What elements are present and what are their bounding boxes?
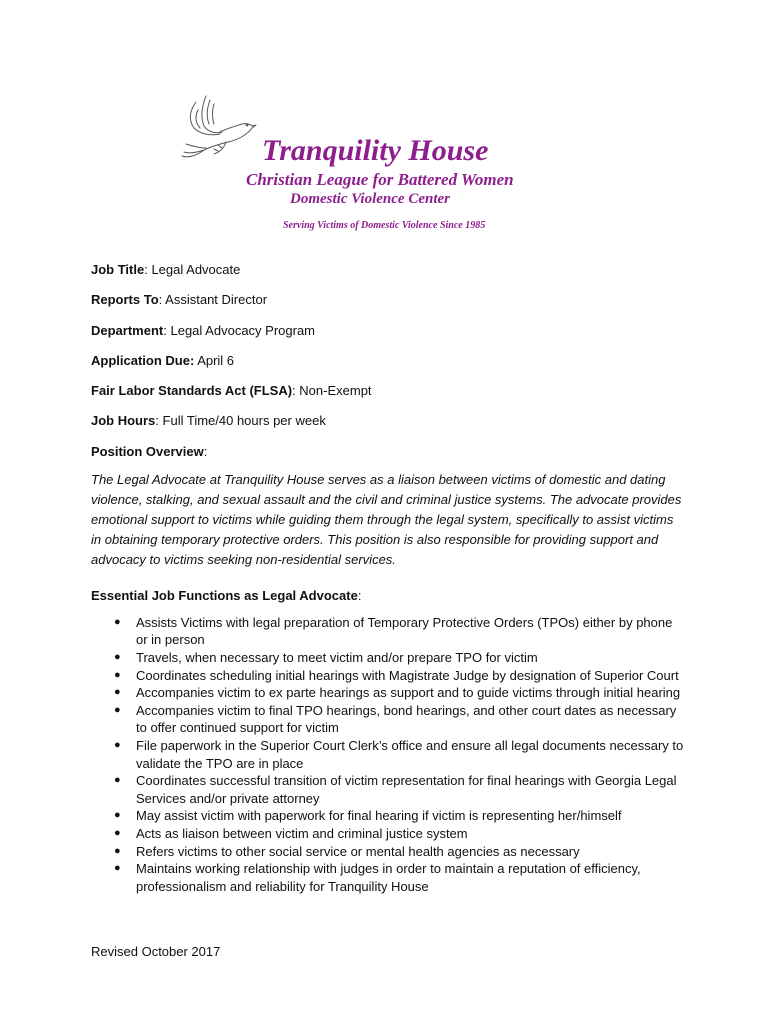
list-item-text: Coordinates scheduling initial hearings with Magistrate Judge by designation of Superior Court [136, 667, 679, 683]
list-item [91, 667, 686, 685]
field-reports-to [91, 290, 691, 310]
functions-list [91, 614, 691, 896]
org-subtitle-2: Domestic Violence Center [290, 191, 450, 207]
field-separator: : [155, 413, 163, 429]
heading-separator: : [203, 443, 208, 459]
field-label: Job Hours [91, 413, 156, 429]
position-overview-heading [91, 442, 691, 462]
org-name: Tranquility House [262, 134, 489, 167]
field-separator: : [163, 322, 171, 338]
field-value: Assistant Director [165, 292, 268, 308]
field-flsa [91, 381, 691, 401]
functions-heading [91, 586, 691, 606]
list-item [91, 737, 686, 772]
list-item-text: Refers victims to other social service or mental health agencies as necessary [136, 843, 580, 859]
field-department [91, 321, 691, 341]
heading-separator: : [357, 587, 362, 603]
field-label: Department [91, 322, 164, 338]
section-heading: Position Overview [91, 443, 204, 459]
org-tagline: Serving Victims of Domestic Violence Since 1985 [283, 220, 486, 231]
field-application-due [91, 351, 691, 371]
bullet-icon: ● [114, 686, 121, 699]
field-label: Reports To [91, 292, 159, 308]
bullet-icon: ● [114, 668, 121, 681]
list-item [91, 843, 686, 861]
field-label: Job Title [91, 262, 145, 277]
list-item [91, 702, 686, 737]
list-item-text: Travels, when necessary to meet victim and/or prepare TPO for victim [136, 649, 538, 665]
field-value: Non-Exempt [299, 383, 372, 399]
bullet-icon: ● [114, 738, 121, 751]
list-item [91, 807, 686, 825]
list-item-text: File paperwork in the Superior Court Clerk’s office and ensure all legal documents necessary to validate the TPO are in place [136, 737, 684, 771]
field-job-hours [91, 411, 691, 431]
list-item-text: Accompanies victim to ex parte hearings as support and to guide victims through initial hearing [136, 685, 681, 701]
field-value: Legal Advocacy Program [170, 322, 316, 338]
document-body [91, 260, 691, 895]
org-subtitle-1: Christian League for Battered Women [246, 170, 514, 189]
section-heading: Essential Job Functions as Legal Advocate [91, 587, 358, 603]
bullet-icon: ● [114, 615, 121, 628]
field-value: Legal Advocate [151, 262, 241, 277]
bullet-icon: ● [114, 826, 121, 839]
list-item [91, 649, 686, 667]
list-item [91, 614, 686, 649]
field-value: April 6 [197, 352, 235, 368]
field-label: Application Due: [91, 352, 195, 368]
field-separator: : [144, 262, 152, 277]
bullet-icon: ● [114, 844, 121, 857]
bullet-icon: ● [114, 809, 121, 822]
field-job-title [91, 260, 691, 280]
list-item [91, 684, 686, 702]
list-item-text: May assist victim with paperwork for final hearing if victim is representing her/himself [136, 808, 622, 824]
list-item [91, 772, 686, 807]
bullet-icon: ● [114, 862, 121, 875]
bullet-icon: ● [114, 703, 121, 716]
field-separator: : [158, 292, 166, 308]
field-separator: : [292, 383, 300, 399]
field-label: Fair Labor Standards Act (FLSA) [91, 383, 293, 399]
list-item-text: Acts as liaison between victim and criminal justice system [136, 825, 468, 841]
revision-note: Revised October 2017 [91, 944, 221, 959]
dove-icon [176, 92, 260, 162]
field-value: Full Time/40 hours per week [162, 413, 326, 429]
bullet-icon: ● [114, 650, 121, 663]
position-overview-text: The Legal Advocate at Tranquility House serves as a liaison between victims of domestic and dating violence, stalking, and sexual assault and the civil and criminal justice systems. The advocate provides emotional support to victims while guiding them through the legal system, specifically to assist victims in obtaining temporary protective orders. This position is also responsible for providing support and advocacy to victims seeking non-residential services. [91, 471, 682, 567]
list-item [91, 825, 686, 843]
list-item-text: Coordinates successful transition of victim representation for final hearings with Georgia Legal Services and/or private attorney [136, 773, 677, 806]
list-item-text: Assists Victims with legal preparation of Temporary Protective Orders (TPOs) either by phone or in person [136, 614, 673, 648]
bullet-icon: ● [114, 774, 121, 787]
list-item-text: Accompanies victim to final TPO hearings, bond hearings, and other court dates as necessary to offer continued support for victim [136, 702, 677, 736]
list-item [91, 860, 686, 895]
list-item-text: Maintains working relationship with judges in order to maintain a reputation of efficiency, professionalism and reliability for Tranquility House [136, 861, 641, 894]
